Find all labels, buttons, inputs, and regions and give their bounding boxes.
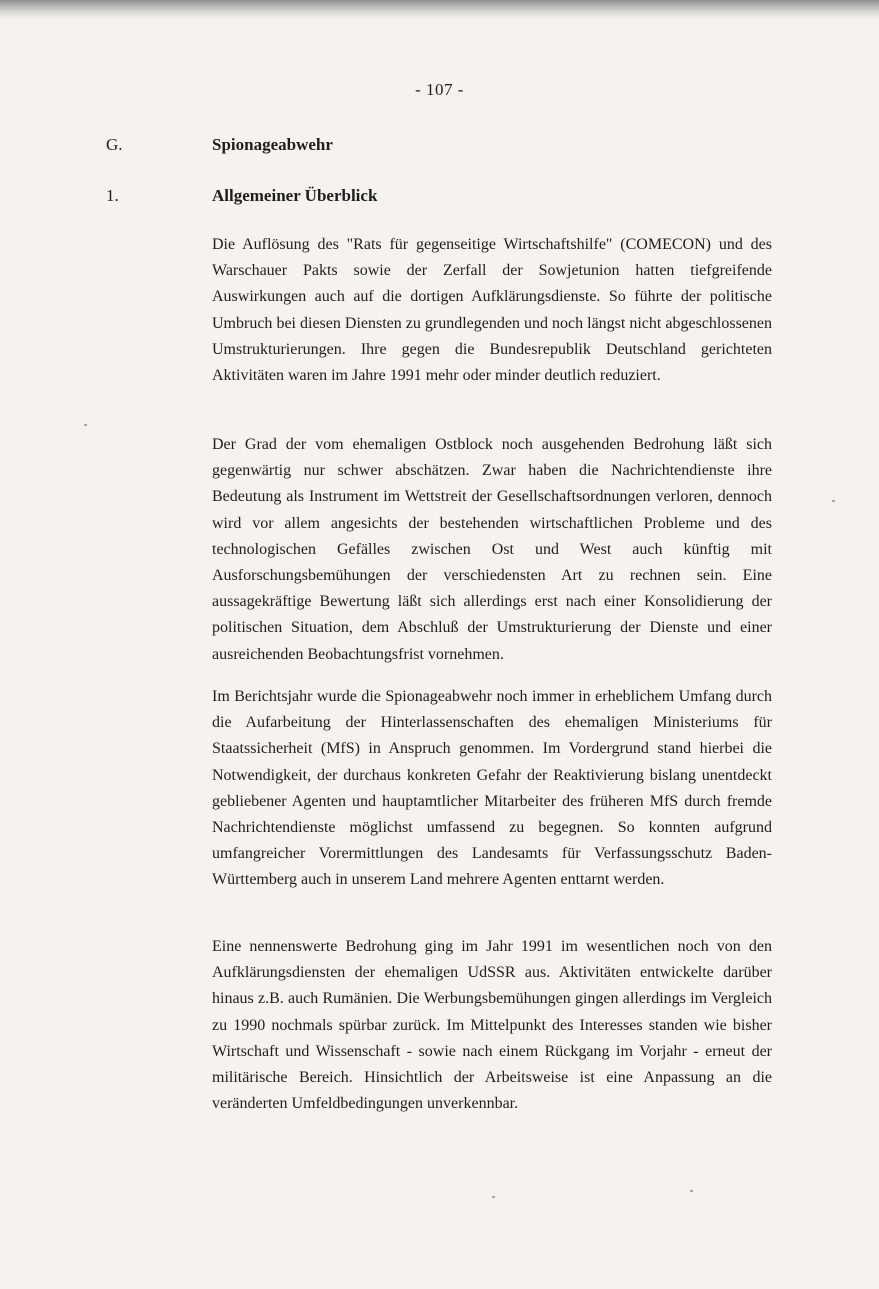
scan-speck: [690, 1190, 693, 1192]
section-title: Spionageabwehr: [212, 135, 333, 154]
section-number: 1.: [106, 186, 119, 205]
section-title: Allgemeiner Überblick: [212, 186, 378, 205]
body-paragraph-2: Der Grad der vom ehemaligen Ostblock noch ausgehenden Bedrohung läßt sich gegenwärtig nur schwer abschätzen. Zwar haben die Nachrichtendienste ihre Bedeutung als Instrument im Wettstreit der Gesellschaftsordnungen verloren, dennoch wird vor allem angesichts der bestehenden wirtschaftlichen Probleme und des technologischen Gefälles zwischen Ost und West auch künftig mit Ausforschungsbemühungen der verschiedensten Art zu rechnen sein. Eine aussagekräftige Bewertung läßt sich allerdings erst nach einer Konsolidierung der politischen Situation, dem Abschluß der Umstrukturierung der Dienste und einer ausreichenden Beobachtungsfrist vornehmen.: [212, 436, 772, 663]
body-paragraph-4: Eine nennenswerte Bedrohung ging im Jahr 1991 im wesentlichen noch von den Aufklärungsdiensten der ehemaligen UdSSR aus. Aktivitäten entwickelte darüber hinaus z.B. auch Rumänien. Die Werbungsbemühungen gingen allerdings im Vergleich zu 1990 nochmals spürbar zurück. Im Mittelpunkt des Interesses standen wie bisher Wirtschaft und Wissenschaft - sowie nach einem Rückgang im Vorjahr - erneut der militärische Bereich. Hinsichtlich der Arbeitsweise ist eine Anpassung an die veränderten Umfeldbedingungen unverkennbar.: [212, 938, 772, 1113]
body-paragraph-1: Die Auflösung des "Rats für gegenseitige Wirtschaftshilfe" (COMECON) und des Warschauer Pakts sowie der Zerfall der Sowjetunion hatten tiefgreifende Auswirkungen auch auf die dortigen Aufklärungsdienste. So führte der politische Umbruch bei diesen Diensten zu grundlegenden und noch längst nicht abgeschlossenen Umstrukturierungen. Ihre gegen die Bundesrepublik Deutschland gerichteten Aktivitäten waren im Jahre 1991 mehr oder minder deutlich reduziert.: [212, 236, 772, 385]
scan-speck: [492, 1196, 495, 1198]
section-heading-g: [0, 134, 879, 156]
body-paragraph-3: Im Berichtsjahr wurde die Spionageabwehr noch immer in erheblichem Umfang durch die Aufarbeitung der Hinterlassenschaften des ehemaligen Ministeriums für Staatssicherheit (MfS) in Anspruch genommen. Im Vordergrund stand hierbei die Notwendigkeit, der durchaus konkreten Gefahr der Reaktivierung bislang unentdeckt gebliebener Agenten und hauptamtlicher Mitarbeiter des früheren MfS durch fremde Nachrichtendienste möglichst umfassend zu begegnen. So konnten aufgrund umfangreicher Vorermittlungen des Landesamts für Verfassungsschutz Baden-Württemberg auch in unserem Land mehrere Agenten enttarnt werden.: [212, 688, 772, 889]
section-heading-1: [0, 185, 879, 207]
scan-speck: [84, 424, 87, 426]
scan-speck: [832, 500, 835, 502]
page-number: - 107 -: [415, 80, 464, 99]
section-number: G.: [106, 135, 123, 154]
scan-shadow-edge: [0, 0, 879, 22]
